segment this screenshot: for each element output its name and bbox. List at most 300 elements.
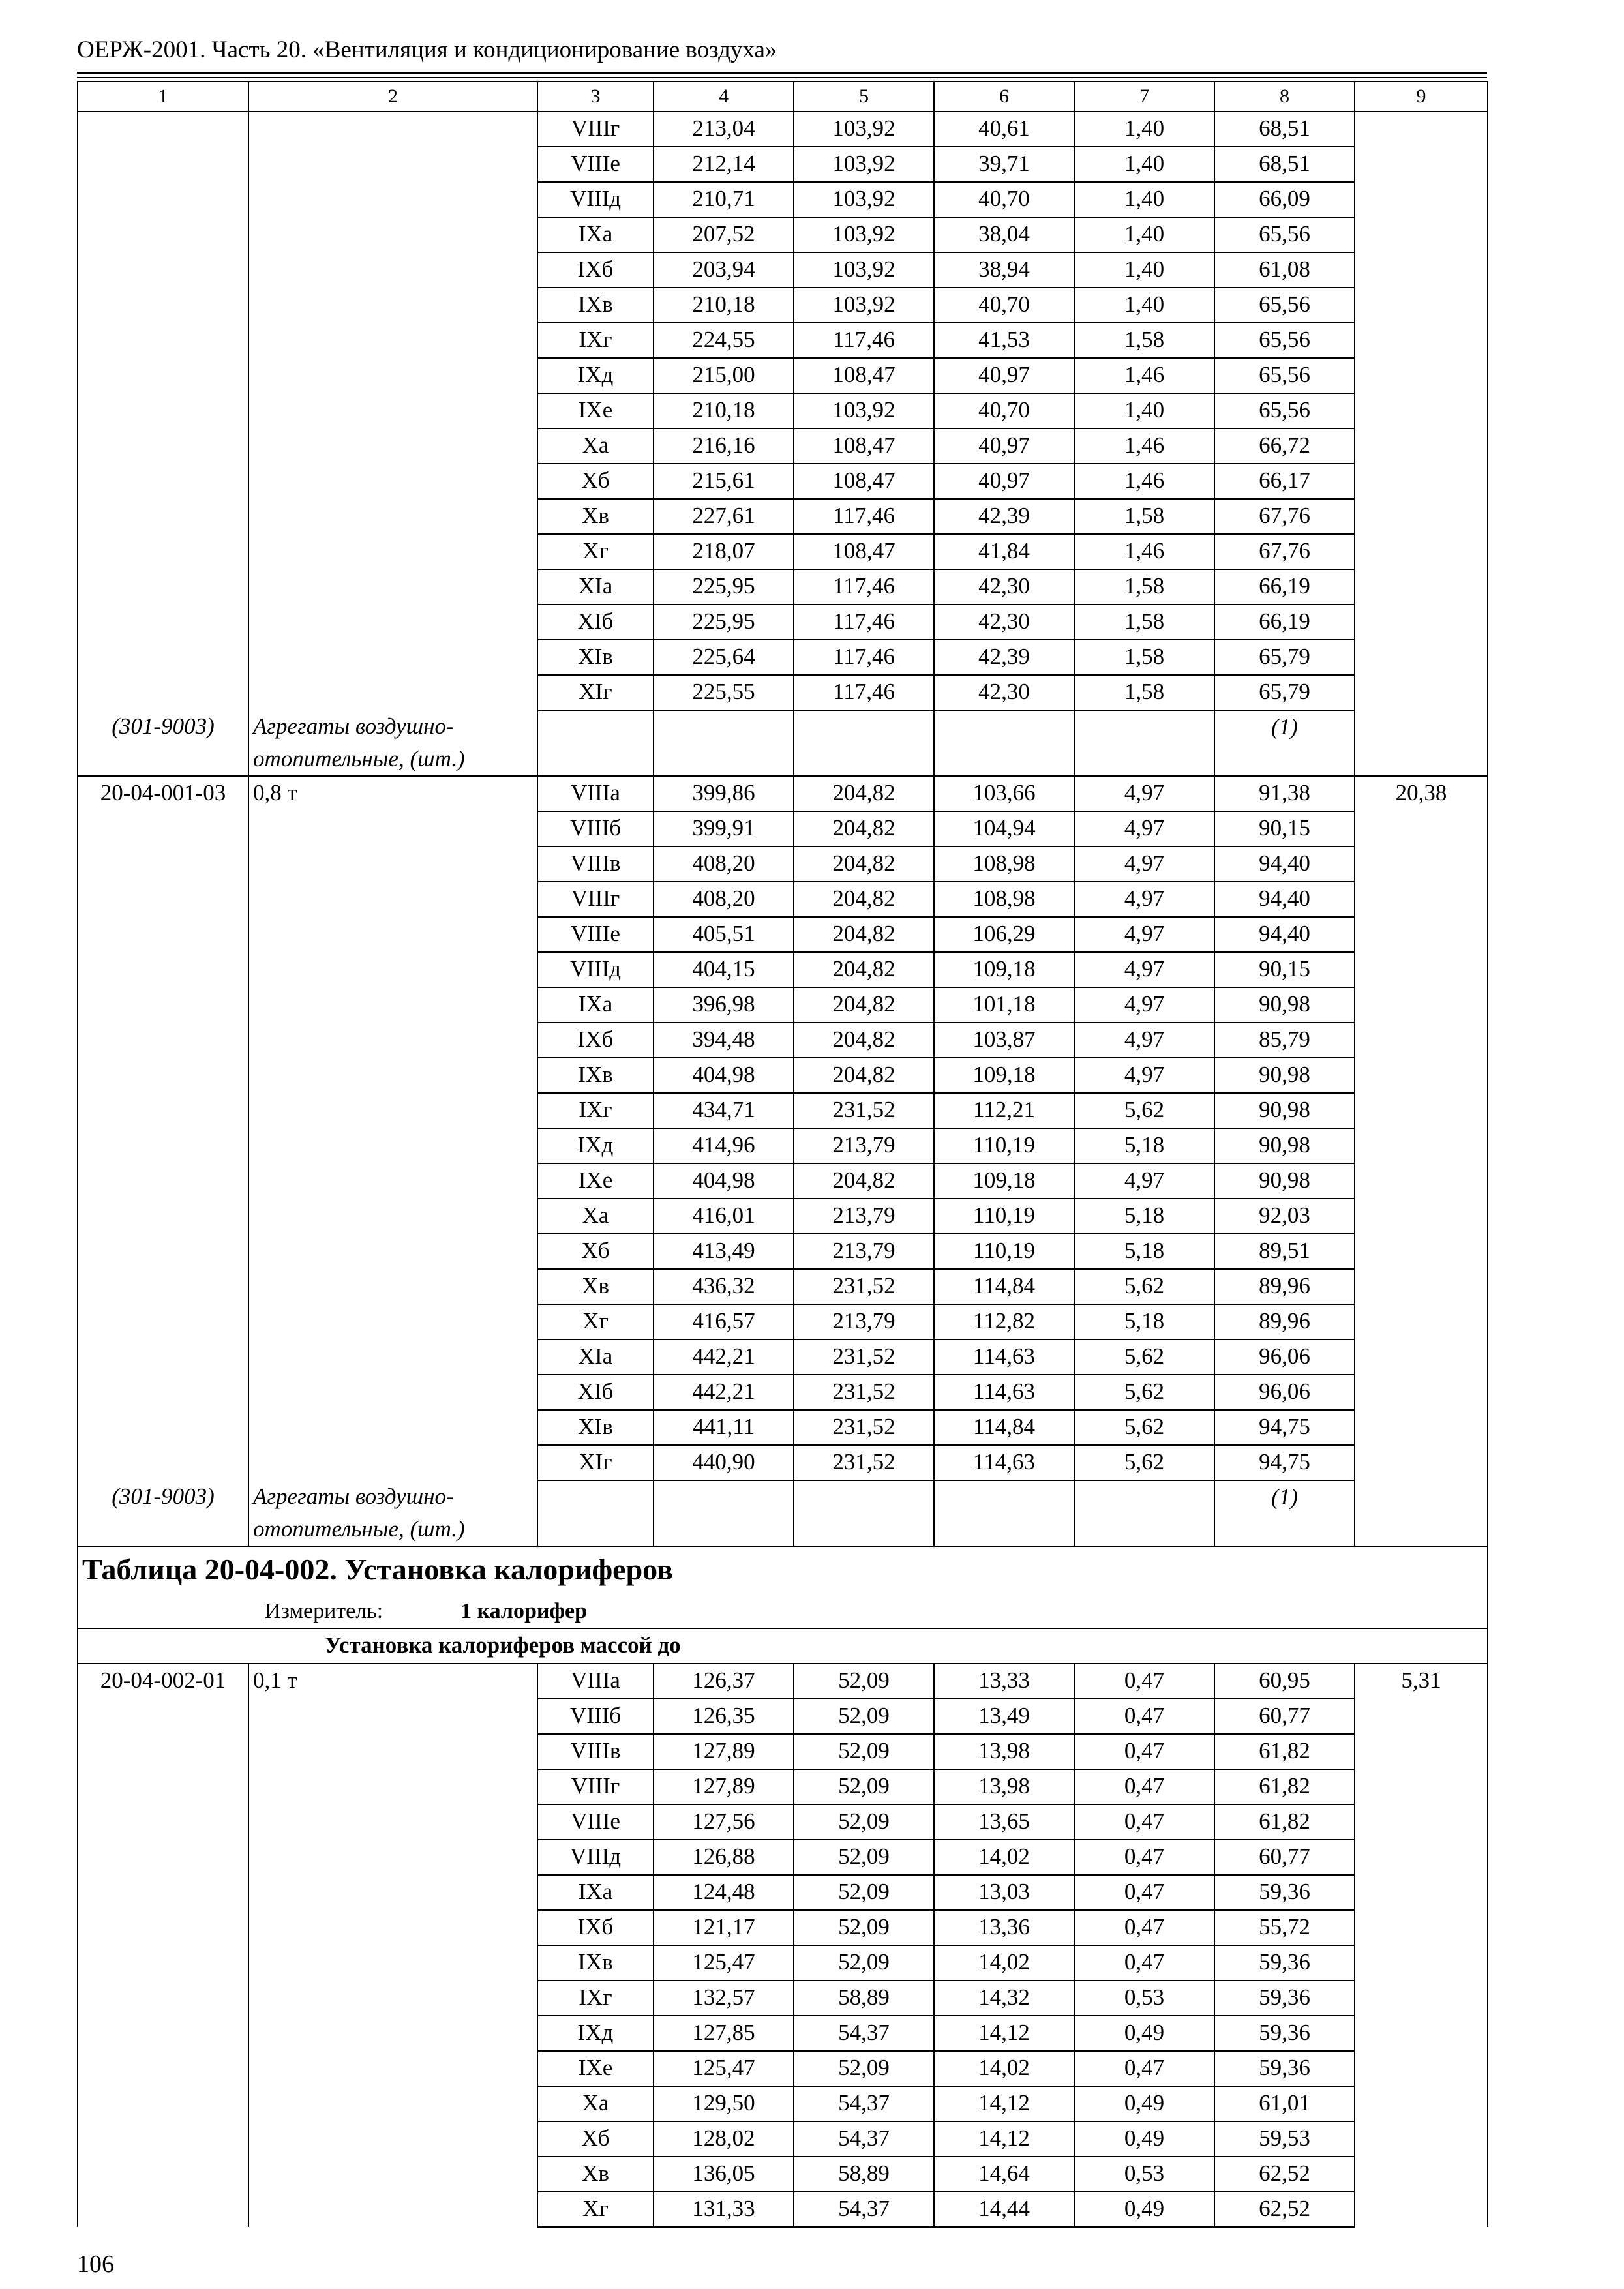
- column-number: 2: [248, 82, 537, 112]
- value-cell: 136,05: [654, 2157, 794, 2192]
- empty-cell: [78, 1410, 248, 1445]
- value-cell: 14,44: [934, 2192, 1074, 2227]
- empty-cell: [78, 147, 248, 182]
- empty-cell: [1355, 882, 1488, 917]
- value-cell: 38,94: [934, 252, 1074, 288]
- empty-cell: [78, 640, 248, 675]
- zone-code: Xв: [537, 499, 654, 534]
- aggregate-code: (301-9003): [78, 1480, 248, 1546]
- table-row: [78, 776, 1488, 811]
- empty-cell: [1355, 1128, 1488, 1163]
- value-cell: 66,72: [1214, 428, 1355, 464]
- value-cell: 59,36: [1214, 1981, 1355, 2016]
- zone-code: Xб: [537, 1234, 654, 1269]
- value-cell: 405,51: [654, 917, 794, 952]
- empty-cell: [1355, 846, 1488, 882]
- table-row: [78, 1339, 1488, 1375]
- zone-code: IXе: [537, 393, 654, 428]
- value-cell: 103,92: [794, 252, 934, 288]
- aggregate-qty: (1): [1214, 1480, 1355, 1546]
- value-cell: 114,84: [934, 1269, 1074, 1304]
- value-cell: 40,70: [934, 393, 1074, 428]
- value-cell: 14,12: [934, 2086, 1074, 2121]
- empty-cell: [78, 1981, 248, 2016]
- empty-cell: [248, 987, 537, 1023]
- table-row: [78, 1410, 1488, 1445]
- empty-cell: [1355, 464, 1488, 499]
- empty-cell: [78, 1840, 248, 1875]
- value-cell: 94,75: [1214, 1410, 1355, 1445]
- value-cell: 399,91: [654, 811, 794, 846]
- table-row: [78, 182, 1488, 217]
- column-number: 4: [654, 82, 794, 112]
- value-cell: 59,36: [1214, 1875, 1355, 1910]
- empty-cell: [248, 1023, 537, 1058]
- column-number: 8: [1214, 82, 1355, 112]
- empty-cell: [78, 1945, 248, 1981]
- value-cell: 52,09: [794, 1734, 934, 1769]
- empty-cell: [1355, 1410, 1488, 1445]
- table-row: [78, 499, 1488, 534]
- value-cell: 213,79: [794, 1304, 934, 1339]
- measure-line: [82, 1595, 1483, 1628]
- value-cell: 399,86: [654, 776, 794, 811]
- value-cell: 225,55: [654, 675, 794, 710]
- value-cell: 442,21: [654, 1339, 794, 1375]
- value-cell: 110,19: [934, 1234, 1074, 1269]
- value-cell: 416,01: [654, 1199, 794, 1234]
- value-cell: 210,71: [654, 182, 794, 217]
- value-cell: 13,98: [934, 1734, 1074, 1769]
- empty-cell: [1355, 1339, 1488, 1375]
- empty-cell: [78, 1910, 248, 1945]
- value-cell: 117,46: [794, 323, 934, 358]
- table-row: [78, 1023, 1488, 1058]
- value-cell: 1,40: [1074, 182, 1214, 217]
- value-cell: 4,97: [1074, 846, 1214, 882]
- value-cell: 54,37: [794, 2192, 934, 2227]
- zone-code: VIIIе: [537, 1804, 654, 1840]
- value-cell: 224,55: [654, 323, 794, 358]
- zone-code: IXд: [537, 1128, 654, 1163]
- value-cell: 213,79: [794, 1234, 934, 1269]
- value-cell: 108,47: [794, 358, 934, 393]
- empty-cell: [78, 2192, 248, 2227]
- aggregate-qty: (1): [1214, 710, 1355, 776]
- value-cell: 0,49: [1074, 2192, 1214, 2227]
- zone-code: VIIIе: [537, 147, 654, 182]
- value-cell: 90,15: [1214, 952, 1355, 987]
- empty-cell: [1355, 710, 1488, 776]
- value-cell: 227,61: [654, 499, 794, 534]
- value-cell: 210,18: [654, 288, 794, 323]
- table-row: [78, 1375, 1488, 1410]
- value-cell: 103,92: [794, 288, 934, 323]
- value-cell: 404,98: [654, 1058, 794, 1093]
- table-row: [78, 393, 1488, 428]
- zone-code: VIIIв: [537, 846, 654, 882]
- value-cell: 213,04: [654, 112, 794, 147]
- value-cell: 40,97: [934, 358, 1074, 393]
- value-cell: 4,97: [1074, 811, 1214, 846]
- empty-cell: [248, 1199, 537, 1234]
- value-cell: 61,82: [1214, 1769, 1355, 1804]
- empty-cell: [248, 252, 537, 288]
- value-cell: 66,09: [1214, 182, 1355, 217]
- value-cell: 127,85: [654, 2016, 794, 2051]
- value-cell: 14,02: [934, 1945, 1074, 1981]
- zone-code: XIг: [537, 1445, 654, 1480]
- empty-cell: [78, 1234, 248, 1269]
- empty-cell: [1355, 2121, 1488, 2157]
- empty-cell: [248, 2192, 537, 2227]
- value-cell: 0,49: [1074, 2121, 1214, 2157]
- value-cell: 13,03: [934, 1875, 1074, 1910]
- value-cell: 103,66: [934, 776, 1074, 811]
- empty-cell: [1355, 605, 1488, 640]
- table-row: [78, 428, 1488, 464]
- value-cell: 1,40: [1074, 393, 1214, 428]
- value-cell: 225,64: [654, 640, 794, 675]
- value-cell: 5,62: [1074, 1093, 1214, 1128]
- empty-cell: [537, 1480, 654, 1546]
- value-cell: 0,53: [1074, 2157, 1214, 2192]
- column-number: 7: [1074, 82, 1214, 112]
- value-cell: 62,52: [1214, 2157, 1355, 2192]
- value-cell: 129,50: [654, 2086, 794, 2121]
- value-cell: 52,09: [794, 1910, 934, 1945]
- value-cell: 204,82: [794, 952, 934, 987]
- table-row: [78, 1128, 1488, 1163]
- value-cell: 117,46: [794, 675, 934, 710]
- empty-cell: [1074, 1480, 1214, 1546]
- empty-cell: [248, 1945, 537, 1981]
- page-number: 106: [77, 2251, 114, 2278]
- aggregate-row: [78, 710, 1488, 776]
- value-cell: 38,04: [934, 217, 1074, 252]
- value-cell: 204,82: [794, 987, 934, 1023]
- empty-cell: [248, 569, 537, 605]
- empty-cell: [1355, 1480, 1488, 1546]
- value-cell: 207,52: [654, 217, 794, 252]
- zone-code: IXа: [537, 217, 654, 252]
- zone-code: IXг: [537, 1981, 654, 2016]
- table-row: [78, 2086, 1488, 2121]
- value-cell: 103,92: [794, 393, 934, 428]
- value-cell: 52,09: [794, 2051, 934, 2086]
- zone-code: VIIIг: [537, 112, 654, 147]
- value-cell: 117,46: [794, 640, 934, 675]
- table-row: [78, 569, 1488, 605]
- value-cell: 0,47: [1074, 1734, 1214, 1769]
- value-cell: 90,98: [1214, 987, 1355, 1023]
- header-rule-thin: [77, 77, 1487, 78]
- value-cell: 213,79: [794, 1128, 934, 1163]
- value-cell: 231,52: [794, 1093, 934, 1128]
- table-row: [78, 1058, 1488, 1093]
- table-row: [78, 2157, 1488, 2192]
- column-number-row: [78, 82, 1488, 112]
- value-cell: 112,82: [934, 1304, 1074, 1339]
- zone-code: Xа: [537, 2086, 654, 2121]
- table-row: [78, 217, 1488, 252]
- value-cell: 5,18: [1074, 1304, 1214, 1339]
- value-cell: 215,61: [654, 464, 794, 499]
- empty-cell: [78, 1093, 248, 1128]
- empty-cell: [78, 534, 248, 569]
- table-row: [78, 1981, 1488, 2016]
- value-cell: 110,19: [934, 1128, 1074, 1163]
- value-cell: 0,47: [1074, 2051, 1214, 2086]
- value-cell: 68,51: [1214, 112, 1355, 147]
- value-cell: 13,98: [934, 1769, 1074, 1804]
- value-cell: 1,58: [1074, 640, 1214, 675]
- value-cell: 204,82: [794, 1058, 934, 1093]
- empty-cell: [1355, 428, 1488, 464]
- empty-cell: [78, 1804, 248, 1840]
- empty-cell: [248, 2086, 537, 2121]
- value-cell: 106,29: [934, 917, 1074, 952]
- table-row: [78, 640, 1488, 675]
- value-cell: 204,82: [794, 1163, 934, 1199]
- value-cell: 1,46: [1074, 464, 1214, 499]
- empty-cell: [78, 605, 248, 640]
- empty-cell: [78, 1128, 248, 1163]
- rate-name: 0,1 т: [248, 1664, 537, 1699]
- empty-cell: [794, 1480, 934, 1546]
- empty-cell: [78, 846, 248, 882]
- value-cell: 1,58: [1074, 675, 1214, 710]
- value-cell: 212,14: [654, 147, 794, 182]
- value-cell: 54,37: [794, 2016, 934, 2051]
- value-cell: 61,82: [1214, 1734, 1355, 1769]
- value-cell: 394,48: [654, 1023, 794, 1058]
- value-cell: 215,00: [654, 358, 794, 393]
- section-title: Установка калориферов массой до: [78, 1628, 1488, 1664]
- value-cell: 231,52: [794, 1445, 934, 1480]
- value-cell: 114,63: [934, 1375, 1074, 1410]
- zone-code: Xб: [537, 464, 654, 499]
- value-cell: 1,40: [1074, 288, 1214, 323]
- value-cell: 103,87: [934, 1023, 1074, 1058]
- value-cell: 13,65: [934, 1804, 1074, 1840]
- empty-cell: [1355, 1910, 1488, 1945]
- value-cell: 89,51: [1214, 1234, 1355, 1269]
- value-cell: 4,97: [1074, 1023, 1214, 1058]
- empty-cell: [934, 710, 1074, 776]
- empty-cell: [1355, 987, 1488, 1023]
- value-cell: 404,15: [654, 952, 794, 987]
- empty-cell: [1355, 811, 1488, 846]
- page-header: ОЕРЖ-2001. Часть 20. «Вентиляция и кондиционирование воздуха»: [77, 37, 777, 63]
- value-cell: 108,98: [934, 846, 1074, 882]
- value-cell: 117,46: [794, 499, 934, 534]
- zone-code: IXе: [537, 2051, 654, 2086]
- value-cell: 225,95: [654, 569, 794, 605]
- empty-cell: [78, 811, 248, 846]
- empty-cell: [78, 428, 248, 464]
- table-row: [78, 2121, 1488, 2157]
- table-title: Таблица 20-04-002. Установка калориферов: [82, 1553, 673, 1586]
- aggregate-name-line2: отопительные, (шт.): [253, 1516, 465, 1542]
- empty-cell: [1355, 1163, 1488, 1199]
- table-row: [78, 2192, 1488, 2227]
- empty-cell: [248, 1981, 537, 2016]
- value-cell: 90,98: [1214, 1058, 1355, 1093]
- value-cell: 67,76: [1214, 499, 1355, 534]
- column-number: 3: [537, 82, 654, 112]
- value-cell: 40,70: [934, 182, 1074, 217]
- value-cell: 65,79: [1214, 640, 1355, 675]
- value-cell: 58,89: [794, 1981, 934, 2016]
- empty-cell: [248, 1734, 537, 1769]
- empty-cell: [1355, 217, 1488, 252]
- value-cell: 65,56: [1214, 393, 1355, 428]
- value-cell: 54,37: [794, 2086, 934, 2121]
- value-cell: 60,77: [1214, 1840, 1355, 1875]
- zone-code: IXб: [537, 252, 654, 288]
- value-cell: 396,98: [654, 987, 794, 1023]
- value-cell: 231,52: [794, 1339, 934, 1375]
- value-cell: 103,92: [794, 112, 934, 147]
- value-cell: 108,47: [794, 534, 934, 569]
- value-cell: 127,56: [654, 1804, 794, 1840]
- value-cell: 39,71: [934, 147, 1074, 182]
- value-cell: 60,77: [1214, 1699, 1355, 1734]
- value-cell: 416,57: [654, 1304, 794, 1339]
- empty-cell: [248, 428, 537, 464]
- zone-code: VIIIв: [537, 1734, 654, 1769]
- value-cell: 66,19: [1214, 605, 1355, 640]
- empty-cell: [1355, 1769, 1488, 1804]
- value-cell: 0,53: [1074, 1981, 1214, 2016]
- value-cell: 413,49: [654, 1234, 794, 1269]
- value-cell: 1,40: [1074, 252, 1214, 288]
- zone-code: IXд: [537, 2016, 654, 2051]
- zone-code: XIб: [537, 605, 654, 640]
- table-row: [78, 882, 1488, 917]
- empty-cell: [78, 2121, 248, 2157]
- empty-cell: [1355, 1375, 1488, 1410]
- value-cell: 126,37: [654, 1664, 794, 1699]
- value-cell: 1,58: [1074, 499, 1214, 534]
- zone-code: XIг: [537, 675, 654, 710]
- empty-cell: [248, 288, 537, 323]
- table-row: [78, 1699, 1488, 1734]
- measure-value: 1 калорифер: [460, 1599, 587, 1623]
- value-cell: 67,76: [1214, 534, 1355, 569]
- empty-cell: [1355, 1269, 1488, 1304]
- value-cell: 91,38: [1214, 776, 1355, 811]
- empty-cell: [248, 1840, 537, 1875]
- table-row: [78, 288, 1488, 323]
- value-cell: 41,84: [934, 534, 1074, 569]
- value-cell: 117,46: [794, 605, 934, 640]
- zone-code: XIв: [537, 1410, 654, 1445]
- rate-code: 20-04-002-01: [78, 1664, 248, 1699]
- empty-cell: [78, 323, 248, 358]
- empty-cell: [248, 1163, 537, 1199]
- empty-cell: [78, 1339, 248, 1375]
- value-cell: 42,30: [934, 569, 1074, 605]
- value-cell: 108,98: [934, 882, 1074, 917]
- value-cell: 5,18: [1074, 1234, 1214, 1269]
- empty-cell: [78, 1163, 248, 1199]
- value-cell: 52,09: [794, 1840, 934, 1875]
- table-row: [78, 1269, 1488, 1304]
- empty-cell: [1355, 917, 1488, 952]
- zone-code: VIIIе: [537, 917, 654, 952]
- value-cell: 92,03: [1214, 1199, 1355, 1234]
- value-cell: 108,47: [794, 464, 934, 499]
- value-cell: 408,20: [654, 846, 794, 882]
- empty-cell: [248, 147, 537, 182]
- empty-cell: [78, 182, 248, 217]
- empty-cell: [78, 882, 248, 917]
- value-cell: 441,11: [654, 1410, 794, 1445]
- empty-cell: [537, 710, 654, 776]
- empty-cell: [248, 1445, 537, 1480]
- empty-cell: [78, 2016, 248, 2051]
- rate-col9: 20,38: [1355, 776, 1488, 811]
- aggregate-code: (301-9003): [78, 710, 248, 776]
- empty-cell: [1355, 2157, 1488, 2192]
- value-cell: 1,40: [1074, 112, 1214, 147]
- empty-cell: [248, 640, 537, 675]
- rates-table: [77, 81, 1488, 2228]
- table-row: [78, 1945, 1488, 1981]
- empty-cell: [248, 1910, 537, 1945]
- empty-cell: [78, 675, 248, 710]
- table-row: [78, 323, 1488, 358]
- empty-cell: [1355, 252, 1488, 288]
- value-cell: 231,52: [794, 1269, 934, 1304]
- empty-cell: [1355, 1734, 1488, 1769]
- value-cell: 440,90: [654, 1445, 794, 1480]
- measure-label: Измеритель:: [265, 1599, 383, 1623]
- empty-cell: [1355, 1234, 1488, 1269]
- empty-cell: [248, 1339, 537, 1375]
- zone-code: Xг: [537, 2192, 654, 2227]
- empty-cell: [1355, 1804, 1488, 1840]
- table-title-row: [78, 1546, 1488, 1628]
- empty-cell: [248, 2121, 537, 2157]
- value-cell: 109,18: [934, 1058, 1074, 1093]
- zone-code: VIIIд: [537, 1840, 654, 1875]
- value-cell: 90,98: [1214, 1163, 1355, 1199]
- empty-cell: [248, 2157, 537, 2192]
- value-cell: 89,96: [1214, 1304, 1355, 1339]
- value-cell: 5,62: [1074, 1339, 1214, 1375]
- empty-cell: [78, 112, 248, 147]
- empty-cell: [1355, 1058, 1488, 1093]
- empty-cell: [1355, 499, 1488, 534]
- empty-cell: [78, 1023, 248, 1058]
- empty-cell: [1355, 1981, 1488, 2016]
- aggregate-name: [248, 710, 537, 776]
- value-cell: 231,52: [794, 1375, 934, 1410]
- table-title-cell: [78, 1546, 1488, 1628]
- table-row: [78, 1734, 1488, 1769]
- table-row: [78, 358, 1488, 393]
- table-row: [78, 1804, 1488, 1840]
- empty-cell: [248, 534, 537, 569]
- value-cell: 103,92: [794, 147, 934, 182]
- empty-cell: [248, 112, 537, 147]
- value-cell: 96,06: [1214, 1375, 1355, 1410]
- empty-cell: [78, 2086, 248, 2121]
- empty-cell: [248, 358, 537, 393]
